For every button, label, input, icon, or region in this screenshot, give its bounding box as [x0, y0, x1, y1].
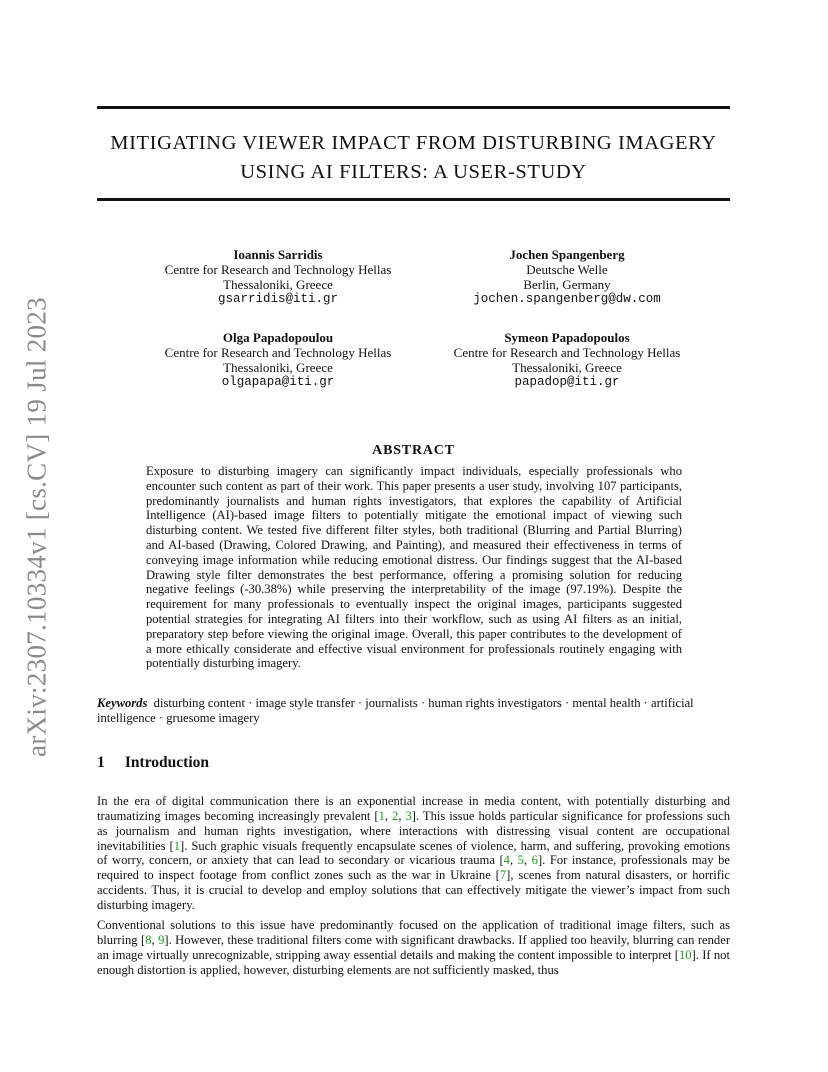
citation-link[interactable]: 9	[158, 932, 165, 947]
author-name: Symeon Papadopoulos	[504, 330, 630, 345]
citation-link[interactable]: 1	[173, 838, 181, 853]
author-name: Olga Papadopoulou	[222, 330, 334, 345]
citation-link[interactable]: 1	[378, 808, 385, 823]
intro-paragraph-2: Conventional solutions to this issue have predominantly focused on the application of traditional image filters, such as blurring [8, 9]. However, these traditional filters come with significant drawbacks. If applied too heavily, blurring can render an image virtually unrecognizable, stripping away essential details and making the content impossible to interpret [10]. If not enough distortion is applied, however, disturbing elements are not sufficiently masked, thus	[97, 918, 731, 977]
citation-link[interactable]: 10	[678, 947, 692, 962]
title-rule-bottom	[97, 198, 730, 201]
author-block-1	[148, 247, 408, 307]
citation-link[interactable]: 5	[517, 853, 524, 868]
author-email[interactable]: olgapapa@iti.gr	[221, 375, 335, 389]
author-location: Thessaloniki, Greece	[223, 277, 333, 292]
author-name: Jochen Spangenberg	[509, 247, 625, 262]
section-title: Introduction	[124, 754, 209, 771]
author-name: Ioannis Sarridis	[233, 247, 323, 262]
author-block-2	[437, 247, 697, 307]
intro-paragraph-1: In the era of digital communication there is an exponential increase in media content, with potentially disturbing and traumatizing images becoming increasingly prevalent [1, 2, 3]. This issue holds particular significance for professions such as journalism and human rights investigation, where interactions with distressing visual content are occupational inevitabilities [1]. Such graphic visuals frequently encapsulate scenes of violence, harm, and suffering, provoking emotions of worry, concern, or anxiety that can lead to secondary or vicarious trauma [4, 5, 6]. For instance, professionals may be required to inspect footage from conflict zones such as the war in Ukraine [7], scenes from natural disasters, or horrific accidents. Thus, it is crucial to develop and employ solutions that can effectively mitigate the viewer’s impact from such disturbing imagery.	[97, 794, 730, 912]
author-affiliation: Centre for Research and Technology Hellas	[164, 262, 392, 277]
author-email[interactable]: jochen.spangenberg@dw.com	[473, 292, 661, 306]
section-number: 1	[97, 754, 105, 771]
keywords-label: Keywords	[97, 696, 148, 710]
author-email[interactable]: gsarridis@iti.gr	[217, 292, 339, 306]
author-block-4	[437, 330, 697, 390]
keywords-text: disturbing content · image style transfer · journalists · human rights investigators · mental health · artificial intelligence · gruesome imagery	[97, 696, 694, 725]
author-affiliation: Centre for Research and Technology Hellas	[453, 345, 681, 360]
title-rule-top	[97, 106, 730, 109]
author-block-3	[148, 330, 408, 390]
author-location: Berlin, Germany	[523, 277, 611, 292]
citation-link[interactable]: 2	[392, 808, 399, 823]
author-affiliation: Centre for Research and Technology Hellas	[164, 345, 392, 360]
author-location: Thessaloniki, Greece	[223, 360, 333, 375]
citation-link[interactable]: 7	[499, 868, 507, 883]
paper-title	[97, 129, 730, 187]
abstract-heading: ABSTRACT	[372, 443, 455, 458]
citation-link[interactable]: 6	[531, 853, 538, 868]
citation-link[interactable]: 8	[145, 932, 152, 947]
author-email[interactable]: papadop@iti.gr	[514, 375, 620, 389]
arxiv-identifier: arXiv:2307.10334v1 [cs.CV] 19 Jul 2023	[21, 297, 52, 757]
citation-link[interactable]: 3	[405, 808, 412, 823]
title-line-2: USING AI FILTERS: A USER-STUDY	[240, 161, 587, 183]
author-affiliation: Deutsche Welle	[526, 262, 608, 277]
title-line-1: MITIGATING VIEWER IMPACT FROM DISTURBING IMAGERY	[110, 132, 717, 154]
keywords	[97, 696, 730, 726]
abstract-text: Exposure to disturbing imagery can significantly impact individuals, especially professionals who encounter such content as part of their work. This paper presents a user study, involving 107 participants, predominantly journalists and human rights investigators, that explores the capability of Artificial Intelligence (AI)-based image filters to potentially mitigate the emotional impact of viewing such disturbing content. We tested five different filter styles, both traditional (Blurring and Partial Blurring) and AI-based (Drawing, Colored Drawing, and Painting), and measured their effectiveness in terms of conveying image information while reducing emotional distress. Our findings suggest that the AI-based Drawing style filter demonstrates the best performance, offering a promising solution for reducing negative feelings (-30.38%) while preserving the interpretability of the image (97.19%). Despite the requirement for many professionals to eventually inspect the original images, participants suggested potential strategies for integrating AI filters into their workflow, such as using AI filters as an initial, preparatory step before viewing the original image. Overall, this paper contributes to the development of a more ethically considerate and effective visual environment for professionals routinely engaging with potentially disturbing imagery.	[146, 464, 682, 671]
section-heading-introduction	[97, 754, 209, 772]
citation-link[interactable]: 4	[503, 853, 510, 868]
author-location: Thessaloniki, Greece	[512, 360, 622, 375]
